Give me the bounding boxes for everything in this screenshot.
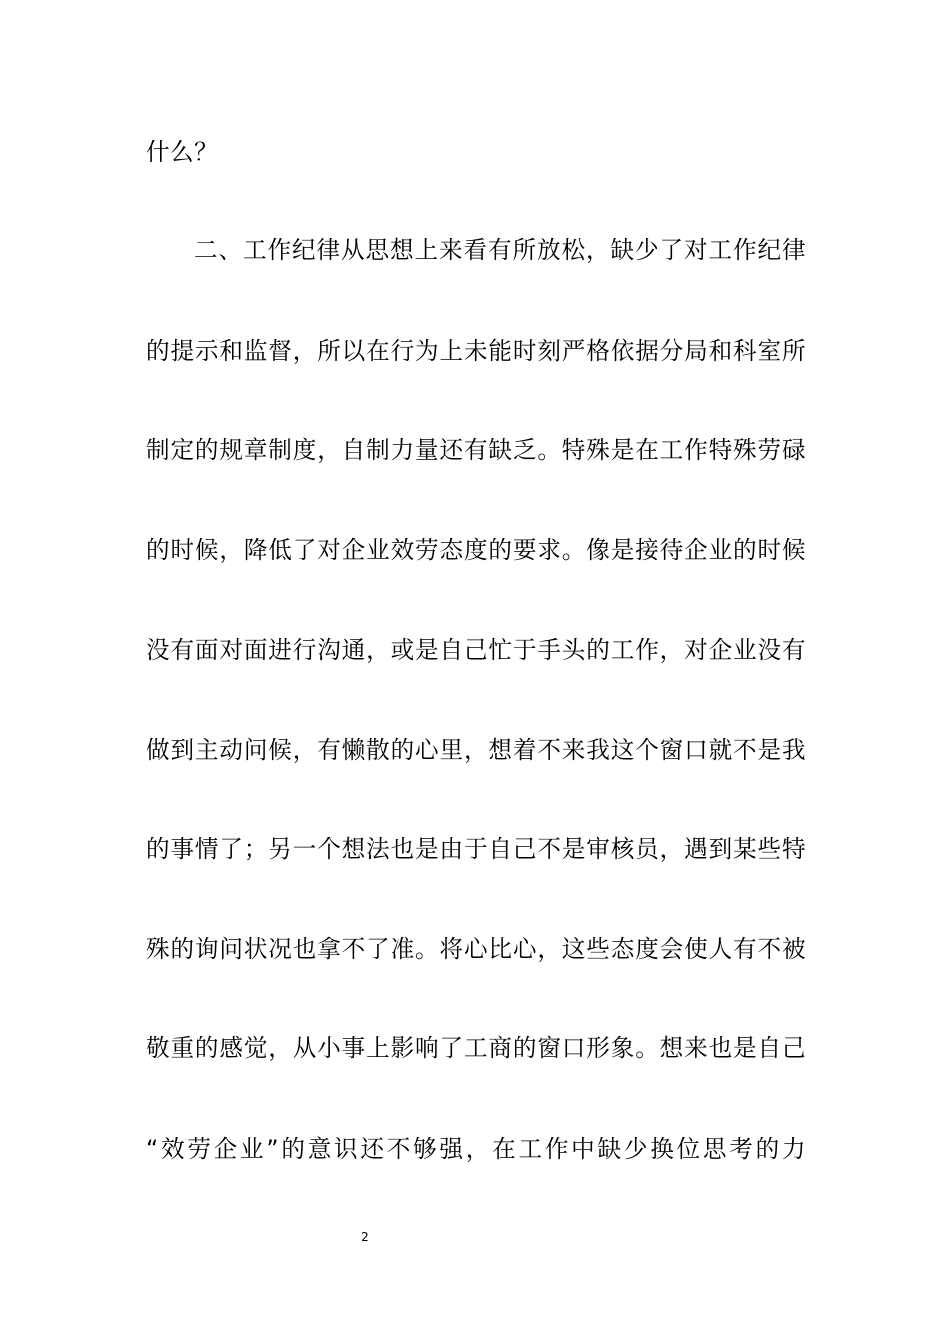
text-line: “效劳企业”的意识还不够强，在工作中缺少换位思考的力 [146, 1135, 806, 1163]
text-line: 的事情了；另一个想法也是由于自己不是审核员，遇到某些特 [146, 835, 806, 863]
text-line: 殊的询问状况也拿不了准。将心比心，这些态度会使人有不被 [146, 935, 806, 963]
text-line: 没有面对面进行沟通，或是自己忙于手头的工作，对企业没有 [146, 636, 806, 664]
text-line: 制定的规章制度，自制力量还有缺乏。特殊是在工作特殊劳碌 [146, 436, 806, 464]
text-line: 做到主动问候，有懒散的心里，想着不来我这个窗口就不是我 [146, 736, 806, 764]
text-line: 的提示和监督，所以在行为上未能时刻严格依据分局和科室所 [146, 337, 806, 365]
paragraph-first-line: 二、工作纪律从思想上来看有所放松，缺少了对工作纪律 [194, 236, 806, 264]
text-line: 敬重的感觉，从小事上影响了工商的窗口形象。想来也是自己 [146, 1034, 806, 1062]
text-line: 什么？ [146, 138, 219, 166]
text-line: 的时候，降低了对企业效劳态度的要求。像是接待企业的时候 [146, 536, 806, 564]
page-number: 2 [361, 1230, 369, 1244]
